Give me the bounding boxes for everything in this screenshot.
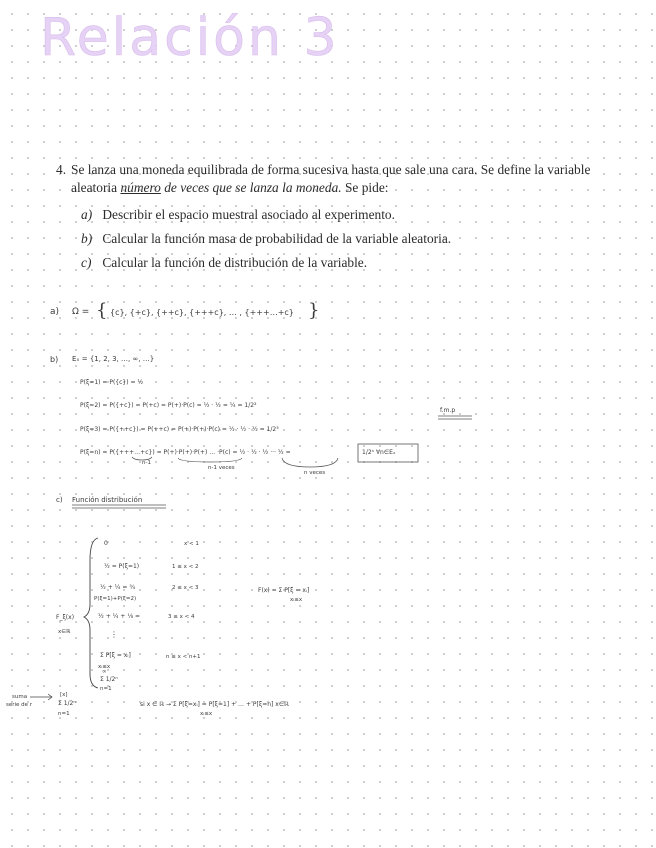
cdf-case-cond: n ≤ x < n+1 — [166, 654, 201, 660]
pmf-line-1: P(ξ=1) = P({c}) = ½ — [80, 379, 144, 386]
side-note: suma — [12, 694, 28, 700]
cdf-case-value: Σ 1/2ⁿ — [100, 676, 118, 683]
part-c-label: c) — [56, 496, 63, 504]
bottom-formula: si x ∈ ℝ → Σ P[ξ=xᵢ] = P[ξ=1] + … + P[ξ=n] x∈ℝ — [140, 701, 289, 708]
cdf-general-formula: F(x) = Σ P[ξ = xᵢ] — [258, 587, 310, 594]
result-box — [358, 444, 418, 462]
set-open-brace: { — [96, 300, 108, 321]
cdf-case-value: Σ P[ξ = xᵢ] — [100, 652, 131, 659]
cdf-case-sub: P(ξ=1)+P(ξ=2) — [94, 596, 137, 602]
support-set: Eₓ = {1, 2, 3, …, ∞, …} — [72, 355, 155, 363]
cdf-case-value: ½ + ¼ = ¾ — [100, 584, 136, 591]
cdf-case-cond: 3 ≤ x < 4 — [168, 614, 195, 620]
task-label: a) — [81, 207, 93, 222]
omega-symbol: Ω = — [72, 307, 90, 317]
sum-lower-limit: n=1 — [100, 686, 112, 692]
cdf-case-cond: x < 1 — [184, 541, 199, 547]
task-text: Calcular la función masa de probabilidad de la variable aleatoria. — [102, 231, 452, 246]
part-b-label: b) — [50, 355, 59, 364]
pmf-line-2: P(ξ=2) = P({+c}) = P(+c) = P(+)·P(c) = ½ · ½ = ¼ = 1/2² — [80, 402, 257, 409]
cdf-domain: x∈ℝ — [58, 629, 71, 635]
series-sum: Σ 1/2ⁿ — [58, 700, 76, 707]
cdf-case-value: ½ + ¼ + ⅛ = — [98, 613, 141, 620]
underbrace — [178, 458, 242, 462]
statement-end: Se pide: — [344, 180, 389, 195]
problem-number: 4. — [56, 162, 67, 177]
statement-underlined: número — [120, 180, 161, 195]
pmf-boxed-result: 1/2ⁿ ∀n∈Eₓ — [362, 449, 396, 456]
cdf-name: F_ξ(x) — [56, 614, 75, 621]
underbrace-label: n-1 veces — [208, 465, 235, 471]
cdf-case-value: 0 — [104, 540, 108, 547]
side-note: serie de r — [6, 702, 33, 708]
statement-part: Se lanza una moneda equilibrada de forma sucesiva hasta que sale una cara. Se define la variable aleatoria — [71, 162, 591, 195]
statement-italic: de veces que se lanza la moneda. — [164, 180, 342, 195]
task-text: Calcular la función de distribución de la variable. — [102, 255, 368, 270]
page-title: Relación 3 — [40, 8, 340, 68]
bottom-formula-sub: xᵢ≤x — [200, 711, 213, 717]
formula-subscript: xᵢ≤x — [290, 597, 303, 603]
piecewise-brace — [84, 538, 98, 688]
underbrace-label: n-1 — [142, 460, 151, 466]
sum-subscript: xᵢ≤x — [98, 664, 111, 670]
underbrace — [132, 457, 152, 460]
cdf-case-value: ⋮ — [110, 630, 118, 639]
fmp-label: f.m.p — [440, 407, 456, 414]
task-label: c) — [81, 255, 92, 270]
part-a-label: a) — [50, 307, 60, 317]
task-label: b) — [81, 231, 93, 246]
cdf-case-cond: 2 ≤ x < 3 — [172, 585, 199, 591]
underbrace-label: n veces — [304, 470, 326, 476]
cdf-case-cond: 1 ≤ x < 2 — [172, 564, 199, 570]
set-close-brace: } — [308, 300, 320, 321]
pmf-line-3: P(ξ=3) = P({++c}) = P(++c) = P(+)·P(+)·P(c) = ½ · ½ · ½ = 1/2³ — [80, 426, 279, 433]
part-c-heading: Función distribución — [72, 496, 143, 504]
series-lower: n=1 — [58, 711, 70, 717]
cdf-case-value: ½ = P(ξ=1) — [104, 563, 140, 570]
task-text: Describir el espacio muestral asociado al experimento. — [102, 207, 395, 222]
series-upper: [x] — [60, 692, 68, 698]
pmf-line-n: P(ξ=n) = P({+++…+c}) = P(+)·P(+)·P(+) … ·P(c) = ½ · ½ · ½ ··· ½ = — [80, 449, 291, 456]
sum-upper-limit: ∞ — [102, 669, 107, 675]
underbrace — [282, 458, 338, 467]
sample-space-elements: {c}, {+c}, {++c}, {+++c}, … , {+++…+c} — [110, 308, 294, 317]
